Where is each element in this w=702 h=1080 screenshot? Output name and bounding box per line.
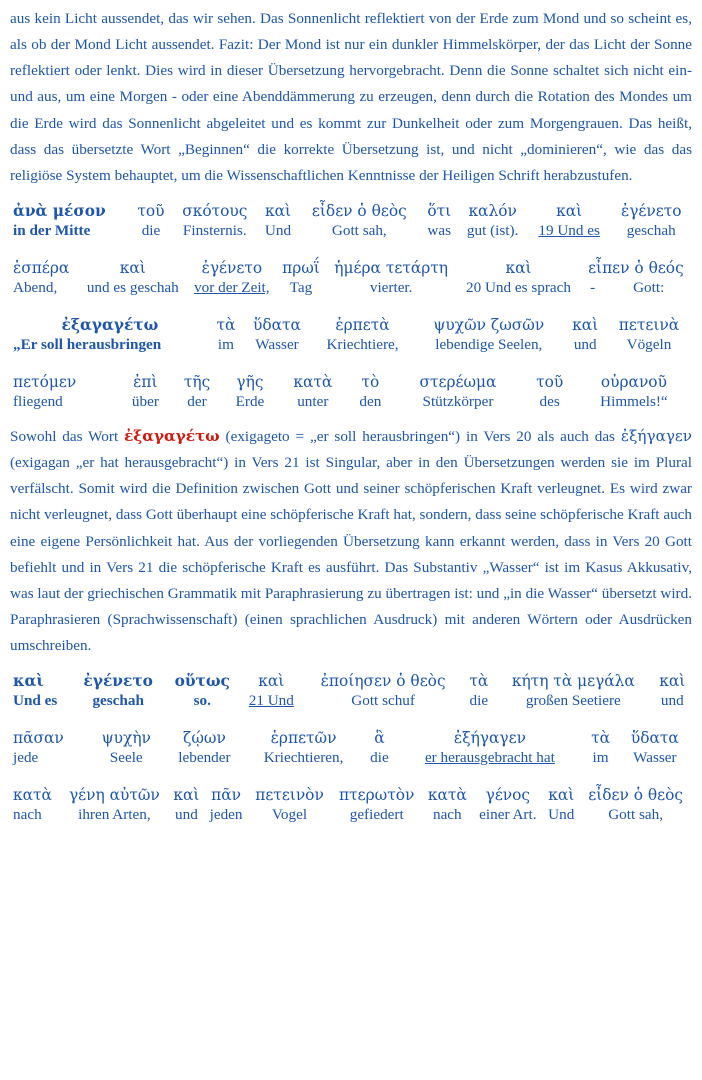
greek-word: καὶ xyxy=(556,201,583,220)
greek-word: πετεινὸν xyxy=(255,786,324,805)
greek-word: εἶδεν ὁ θεὸς xyxy=(311,201,407,220)
german-word: Stützkörper xyxy=(422,392,494,410)
german-word: Kriechtieren, xyxy=(263,749,344,767)
greek-word: κατὰ xyxy=(293,372,333,391)
greek-word: καὶ xyxy=(659,672,686,691)
greek-word: ἐπὶ xyxy=(133,372,158,391)
interlinear-table xyxy=(10,368,692,417)
german-word: Finsternis. xyxy=(182,221,247,239)
greek-word: καὶ xyxy=(264,201,291,220)
german-word: - xyxy=(590,278,596,296)
greek-word: οὕτως xyxy=(174,672,230,691)
greek-word: τοῦ xyxy=(536,372,564,391)
german-line xyxy=(10,392,692,417)
greek-word: ἐγένετο xyxy=(201,258,263,277)
greek-word: ἡμέρα τετάρτη xyxy=(334,258,449,277)
german-word: ihren Arten, xyxy=(78,806,151,824)
paragraph-intro: aus kein Licht aussendet, das wir sehen. Das Sonnenlicht reflektiert von der Erde zum Mond und so scheint es, als ob der Mond Licht aussendet. Fazit: Der Mond ist nur ein dunkler Himmelskörper, der das Licht der Sonne reflektiert oder lenkt. Dies wird in dieser Übersetzung hervorgebracht. Denn die Sonne schaltet sich nicht ein- und aus, um eine Morgen - oder eine Abenddämmerung zu erzeugen, denn durch die Rotation des Mondes um die Erde wird das Sonnenlicht abgeleitet und es kommt zur Dunkelheit oder zum Morgengrauen. Das heißt, dass das übersetzte Wort „Beginnen“ die korrekte Übersetzung ist, und nicht „dominieren“, wie das das religiöse System behauptet, um die Wissenschaftlichen Kenntnisse der Heiligen Schrift herabzustufen. xyxy=(10,10,692,184)
german-word: Wasser xyxy=(255,335,299,353)
greek-word: εἶπεν ὁ θεός xyxy=(588,258,684,277)
greek-word: ἃ xyxy=(374,729,385,748)
greek-word: ζῴων xyxy=(183,729,226,748)
greek-word: τὰ xyxy=(469,672,489,691)
german-line xyxy=(10,221,692,246)
greek-word: καὶ xyxy=(548,786,575,805)
greek-word: ψυχὴν xyxy=(101,729,151,748)
greek-word: ἐγένετο xyxy=(83,672,153,691)
german-word: Und es xyxy=(13,692,58,710)
greek-line xyxy=(10,724,692,748)
german-word: Und xyxy=(264,221,292,239)
greek-word: σκότους xyxy=(182,201,248,220)
greek-word: καὶ xyxy=(258,672,285,691)
greek-word: γένος xyxy=(485,786,531,805)
greek-word: τοῦ xyxy=(137,201,165,220)
german-word: Kriechtiere, xyxy=(326,335,399,353)
german-word: vor der Zeit, xyxy=(194,278,270,296)
german-line xyxy=(10,805,692,830)
greek-word: πετεινὰ xyxy=(618,315,680,334)
german-word: die xyxy=(141,221,161,239)
german-word: der xyxy=(187,392,207,410)
german-word: im xyxy=(217,335,234,353)
german-word: fliegend xyxy=(13,392,63,410)
german-word: und xyxy=(573,335,597,353)
greek-line xyxy=(10,368,692,392)
german-word: nach xyxy=(432,806,462,824)
german-word: unter xyxy=(297,392,329,410)
german-word: und es geschah xyxy=(86,278,179,296)
greek-word: καὶ xyxy=(119,258,146,277)
greek-word: ψυχῶν ζωσῶν xyxy=(433,315,545,334)
greek-line xyxy=(10,667,692,691)
german-word: lebendige Seelen, xyxy=(435,335,543,353)
greek-word: κατὰ xyxy=(13,786,52,805)
greek-word: τὰ xyxy=(216,315,236,334)
german-word: und xyxy=(660,692,684,710)
german-word: gefiedert xyxy=(349,806,404,824)
greek-word: τὰ xyxy=(591,729,611,748)
verse-number: 19 Und es xyxy=(538,221,600,239)
german-word: die xyxy=(469,692,489,710)
text-fragment: (exigagan „er hat herausgebracht“) in Vers 21 ist Singular, aber in den Übersetzungen werden sie im Plural verfälscht. Somit wird die Definition zwischen Gott und seiner schöpferischen Kraft verleugnet. Es wird zwar nicht verleugnet, dass Gott überhaupt eine schöpferische Kraft hat, sondern, dass seine schöpferische Kraft auch eine eigene Persönlichkeit hat. Aus der vorliegenden Übersetzung kann erkannt werden, dass in Vers 20 Gott befiehlt und in Vers 21 die schöpferische Kraft es ausführt. Das Substantiv „Wasser“ ist im Kasus Akkusativ, was laut der griechischen Grammatik mit Paraphrasierung zu übertragen ist: und „in die Wasser“ übersetzt wird. Paraphrasieren (Sprachwissenschaft) (einen sprachlichen Ausdruck) mit anderen Wörtern oder Ausdrücken umschreiben. xyxy=(10,454,692,655)
german-word: Vögeln xyxy=(626,335,672,353)
interlinear-table xyxy=(10,724,692,773)
german-word: so. xyxy=(193,692,211,710)
german-word: gut (ist). xyxy=(466,221,519,239)
text-fragment: Sowohl das Wort xyxy=(10,427,125,445)
german-word: Himmels!“ xyxy=(600,392,668,410)
german-word: vierter. xyxy=(369,278,413,296)
german-word: Erde xyxy=(235,392,265,410)
german-word: des xyxy=(539,392,560,410)
german-word: „Er soll herausbringen xyxy=(13,335,162,353)
greek-word: πᾶσαν xyxy=(13,729,64,748)
german-word: über xyxy=(131,392,159,410)
german-word: Wasser xyxy=(633,749,677,767)
german-word: Vogel xyxy=(271,806,308,824)
greek-line xyxy=(10,254,692,278)
interlinear-block-2 xyxy=(10,311,692,417)
greek-word: οὐρανοῦ xyxy=(600,372,667,391)
german-word: Abend, xyxy=(13,278,58,296)
greek-word: πᾶν xyxy=(211,786,241,805)
greek-word: κατὰ xyxy=(427,786,467,805)
german-word: 20 Und es sprach xyxy=(465,278,571,296)
german-word: Gott: xyxy=(633,278,665,296)
greek-word: ἐγένετο xyxy=(620,201,682,220)
greek-word: στερέωμα xyxy=(419,372,497,391)
greek-word: ὕδατα xyxy=(253,315,301,334)
german-word: Tag xyxy=(289,278,313,296)
greek-word: γῆς xyxy=(236,372,264,391)
greek-word: εἶδεν ὁ θεὸς xyxy=(588,786,683,805)
interlinear-block-1 xyxy=(10,197,692,303)
greek-term: ἐξαγαγέτω xyxy=(124,426,220,445)
german-word: in der Mitte xyxy=(13,221,91,239)
text-fragment: (exigageto = „er soll herausbringen“) in Vers 20 als auch das xyxy=(219,427,621,445)
interlinear-block-3 xyxy=(10,667,692,830)
greek-word: ἀνὰ μέσον xyxy=(13,201,106,220)
german-word: Gott sah, xyxy=(608,806,664,824)
interlinear-table xyxy=(10,311,692,360)
german-word: die xyxy=(370,749,389,767)
greek-line xyxy=(10,311,692,335)
german-word: geschah xyxy=(92,692,144,710)
greek-word: πτερωτὸν xyxy=(339,786,415,805)
interlinear-table xyxy=(10,667,692,716)
german-word: lebender xyxy=(178,749,231,767)
greek-word: ἑρπετὰ xyxy=(335,315,390,334)
german-line xyxy=(10,278,692,303)
greek-line xyxy=(10,781,692,805)
german-word: einer Art. xyxy=(479,806,537,824)
german-word: den xyxy=(359,392,382,410)
greek-word: ἑρπετῶν xyxy=(270,729,337,748)
greek-word: ἐξήγαγεν xyxy=(453,729,526,748)
german-word: Und xyxy=(548,806,575,824)
greek-word: καὶ xyxy=(13,672,44,691)
greek-word: καὶ xyxy=(173,786,200,805)
german-word: jeden xyxy=(209,806,243,824)
german-line xyxy=(10,335,692,360)
greek-word: καλόν xyxy=(468,201,517,220)
verse-number: 21 Und xyxy=(248,692,294,710)
interlinear-table xyxy=(10,197,692,246)
german-word: Gott sah, xyxy=(331,221,387,239)
german-word: nach xyxy=(13,806,42,824)
german-word: Gott schuf xyxy=(351,692,415,710)
german-word: er herausgebracht hat xyxy=(424,749,555,767)
german-word: geschah xyxy=(626,221,676,239)
greek-word: καὶ xyxy=(505,258,532,277)
greek-word: ἐξαγαγέτω xyxy=(61,315,159,334)
german-line xyxy=(10,691,692,716)
german-line xyxy=(10,748,692,773)
interlinear-table xyxy=(10,781,692,830)
interlinear-table xyxy=(10,254,692,303)
greek-word: πρωΐ xyxy=(282,258,320,277)
greek-word: ὅτι xyxy=(427,201,452,220)
greek-term: ἐξήγαγεν xyxy=(620,426,692,445)
german-word: jede xyxy=(13,749,39,767)
greek-word: γένη αὐτῶν xyxy=(68,786,160,805)
german-word: und xyxy=(175,806,198,824)
greek-word: τῆς xyxy=(183,372,211,391)
greek-word: ἑσπέρα xyxy=(13,258,70,277)
greek-word: ὕδατα xyxy=(630,729,679,748)
paragraph-commentary xyxy=(10,423,692,659)
greek-word: κήτη τὰ μεγάλα xyxy=(511,672,635,691)
german-word: im xyxy=(592,749,609,767)
german-word: Seele xyxy=(109,749,143,767)
german-word: großen Seetiere xyxy=(525,692,621,710)
greek-word: καὶ xyxy=(572,315,599,334)
greek-line xyxy=(10,197,692,221)
greek-word: τὸ xyxy=(361,372,380,391)
greek-word: ἐποίησεν ὁ θεὸς xyxy=(320,672,446,691)
german-word: was xyxy=(427,221,452,239)
greek-word: πετόμεν xyxy=(13,372,77,391)
